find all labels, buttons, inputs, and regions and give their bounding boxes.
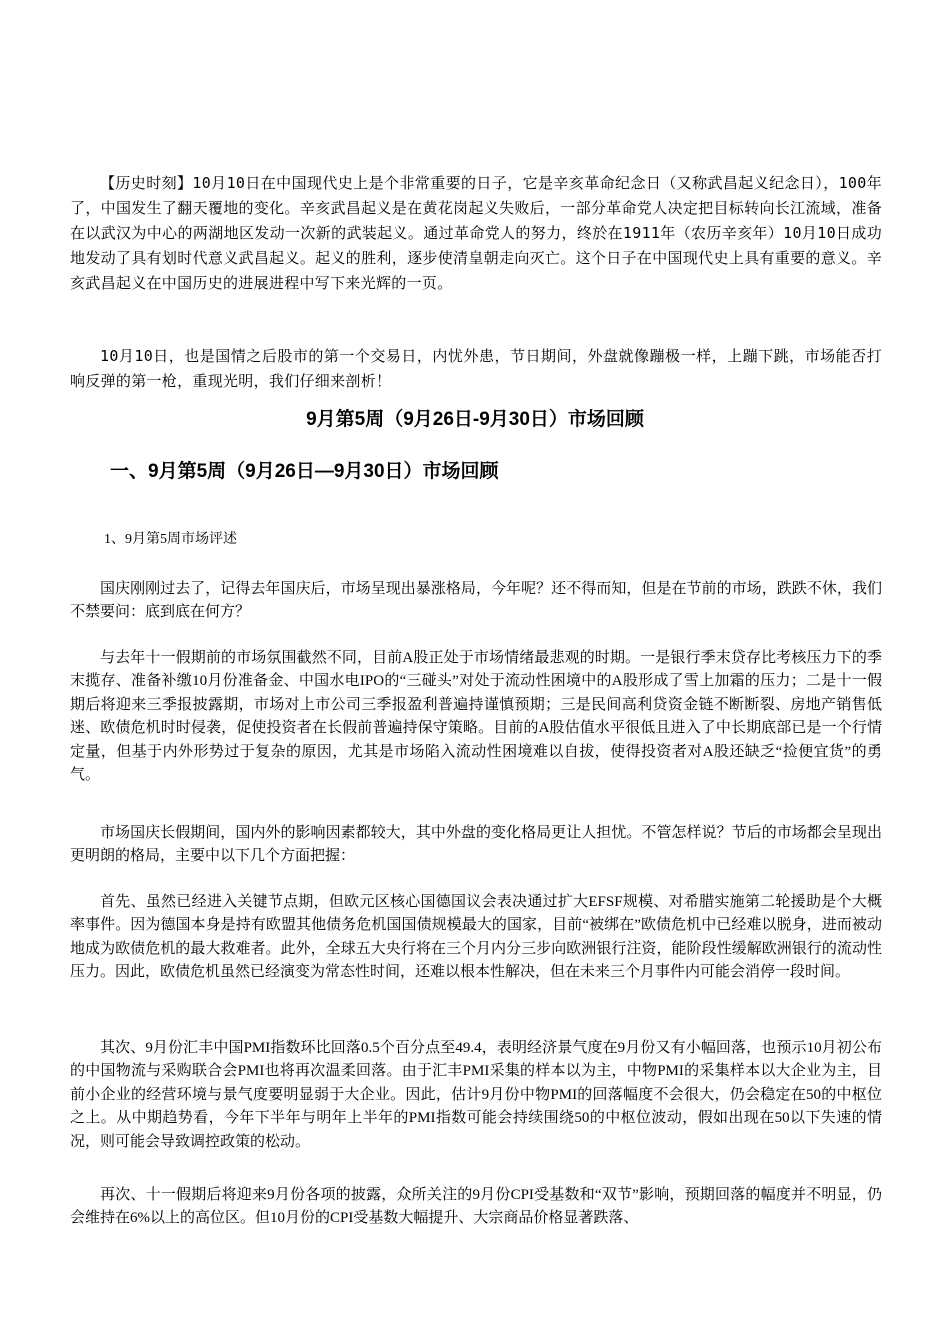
paragraph-5: 其次、9月份汇丰中国PMI指数环比回落0.5个百分点至49.4，表明经济景气度在9月份又有小幅回落，也预示10月初公布的中国物流与采购联合会PMI也将再次温柔回落。由于汇丰PMI采集的样本以为主，中物PMI的采集样本以大企业为主，目前小企业的经营环境与景气度要明显弱于大企业。因此，估计9月份中物PMI的回落幅度不会很大，仍会稳定在50的中枢位之上。从中期趋势看，今年下半年与明年上半年的PMI指数可能会持续围绕50的中枢位波动，假如出现在50以下失速的情况，则可能会导致调控政策的松动。 [70,1040,882,1150]
paragraph-4: 首先、虽然已经进入关键节点期，但欧元区核心国德国议会表决通过扩大EFSF规模、对希腊实施第二轮援助是个大概率事件。因为德国本身是持有欧盟其他债务危机国国债规模最大的国家，目前“被绑在”欧债危机中已经难以脱身，进而被动地成为欧债危机的最大救难者。此外，全球五大央行将在三个月内分三步向欧洲银行注资，能阶段性缓解欧洲银行的流动性压力。因此，欧债危机虽然已经演变为常态性时间，还难以根本性解决，但在未来三个月事件内可能会消停一段时间。 [70,894,882,981]
main-title: 9月第5周（9月26日-9月30日）市场回顾 [306,409,644,430]
market-intro-paragraph: 10月10日，也是国情之后股市的第一个交易日，内忧外患，节日期间，外盘就像蹦极一样，上蹦下跳，市场能否打响反弹的第一枪，重现光明，我们仔细来剖析！ [70,347,882,390]
paragraph-6: 再次、十一假期后将迎来9月份各项的披露，众所关注的9月份CPI受基数和“双节”影响，预期回落的幅度并不明显，仍会维持在6%以上的高位区。但10月份的CPI受基数大幅提升、大宗商品价格显著跌落、 [70,1187,882,1227]
paragraph-1: 国庆刚刚过去了，记得去年国庆后，市场呈现出暴涨格局，今年呢？还不得而知，但是在节前的市场，跌跌不休，我们不禁要问：底到底在何方？ [70,581,882,621]
paragraph-2: 与去年十一假期前的市场氛围截然不同，目前A股正处于市场情绪最悲观的时期。一是银行季末贷存比考核压力下的季末揽存、准备补缴10月份准备金、中国水电IPO的“三碰头”对处于流动性困境中的A股形成了雪上加霜的压力；二是十一假期后将迎来三季报披露期，市场对上市公司三季报盈利普遍持谨慎预期；三是民间高利贷资金链不断断裂、房地产销售低迷、欧债危机时时侵袭，促使投资者在长假前普遍持保守策略。目前的A股估值水平很低且进入了中长期底部已是一个行情定量，但基于内外形势过于复杂的原因，尤其是市场陷入流动性困境难以自拔，使得投资者对A股还缺乏“捡便宜货”的勇气。 [70,650,882,784]
paragraph-3: 市场国庆长假期间，国内外的影响因素都较大，其中外盘的变化格局更让人担忧。不管怎样说？节后的市场都会呈现出更明朗的格局，主要中以下几个方面把握： [70,825,882,865]
section-title: 一、9月第5周（9月26日—9月30日）市场回顾 [110,461,499,482]
subsection-title: 1、9月第5周市场评述 [104,532,237,547]
history-paragraph: 【历史时刻】10月10日在中国现代史上是个非常重要的日子，它是辛亥革命纪念日（又称武昌起义纪念日），100年了，中国发生了翻天覆地的变化。辛亥武昌起义是在黄花岗起义失败后，一部分革命党人决定把目标转向长江流域，准备在以武汉为中心的两湖地区发动一次新的武装起义。通过革命党人的努力，终於在1911年（农历辛亥年）10月10日成功地发动了具有划时代意义武昌起义。起义的胜利，逐步使清皇朝走向灭亡。这个日子在中国现代史上具有重要的意义。辛亥武昌起义在中国历史的进展进程中写下来光辉的一页。 [70,174,882,292]
